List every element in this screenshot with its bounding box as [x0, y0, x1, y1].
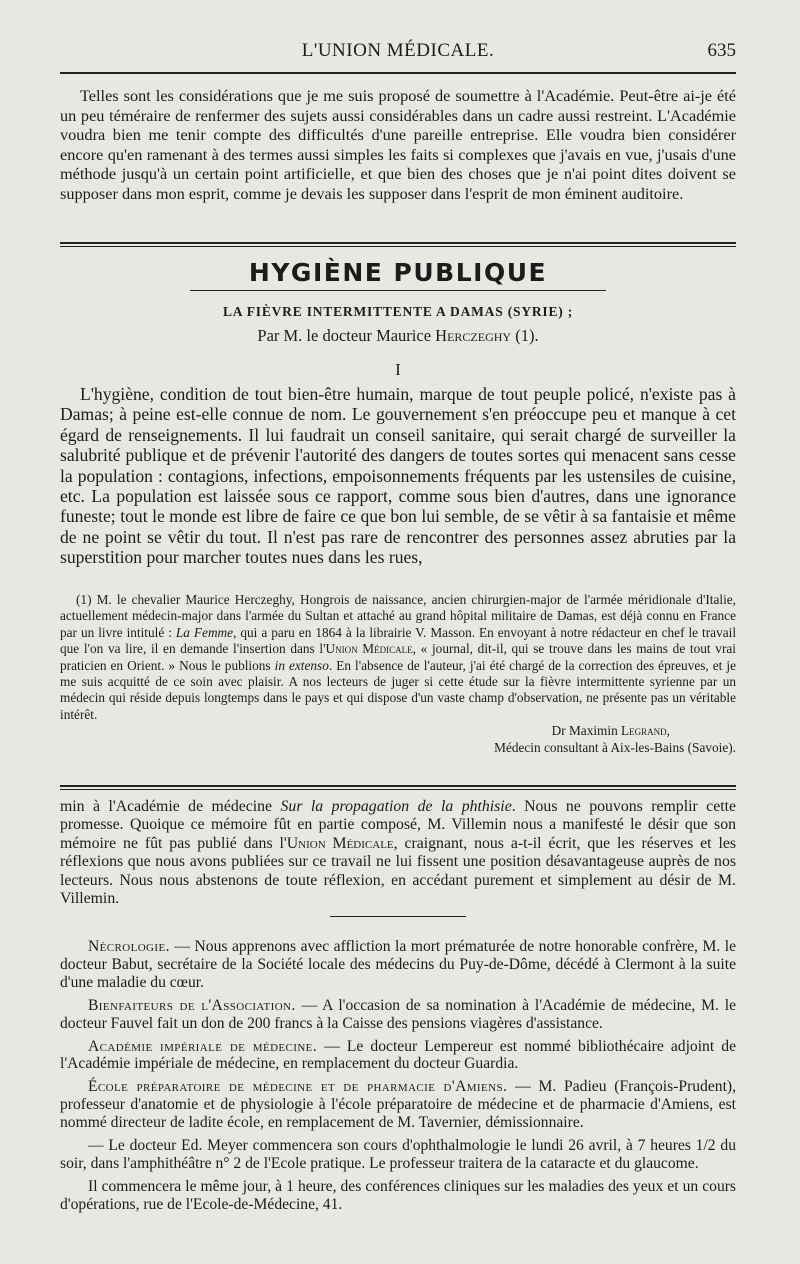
signature-name: Legrand	[621, 723, 667, 739]
footnote-text: (1) M. le chevalier Maurice Herczeghy, Hongrois de naissance, ancien chirurgien-major de l'armée méridionale d'Italie, actuellement médecin-major dans l'armée du Sultan et attaché au grand hôpital militaire de Damas, est déjà connu en France par un livre intitulé : La Femme, qui a paru en 1864 à la librairie V. Masson. En envoyant à notre rédacteur en chef le travail que l'on va lire, il en demande l'insertion dans l'Union Médicale, « journal, dit-il, qui se trouve dans les mains de tout vrai praticien en Orient. » Nous le publions in extenso. En l'absence de l'auteur, j'ai été chargé de la correction des épreuves, et je me suis acquitté de ce soin avec plaisir. A nos lecteurs de juger si cette étude sur la fièvre intermittente syrienne par un médecin qui réside depuis longtemps dans le pays et qui dispose d'un vaste champ d'observation, ne présente pas un véritable intérêt.	[60, 592, 737, 722]
article-text: L'hygiène, condition de tout bien-être humain, marque de tout peuple policé, n'existe pas à Damas; à peine est-elle connue de nom. Le gouvernement s'en préoccupe peu et manque à cet égard de renseignements. Il lui faudrait un conseil sanitaire, qui serait chargé de surveiller la salubrité publique et de prévenir l'autorité des dangers de toutes sortes qui menacent sans cesse la population : contagions, infections, empoisonnements fréquents par les ustensiles de cuisine, etc. La population est laissée sous ce rapport, comme sous bien d'autres, dans une ignorance funeste; tout le monde est libre de faire ce que bon lui semble, de se vêtir à sa fantaisie et même de ne point se vêtir du tout. Il n'est pas rare de rencontrer des personnes assez abruties par la superstition pour marcher toutes nues dans les rues,	[60, 384, 736, 568]
news-item: — Le docteur Ed. Meyer commencera son cours d'ophthalmologie le lundi 26 avril, à 7 heures 1/2 du soir, dans l'amphithéâtre n° 2 de l'Ecole pratique. Le professeur traitera de la cataracte et du glaucome.	[60, 1137, 736, 1172]
news-item: Bienfaiteurs de l'Association. — A l'occasion de sa nomination à l'Académie de médecine, M. le docteur Fauvel fait un don de 200 francs à la Caisse des pensions viagères d'assistance.	[60, 996, 736, 1032]
continuation-italic-title: Sur la propagation de la phthisie	[280, 798, 512, 815]
news-item: Il commencera le même jour, à 1 heure, des conférences cliniques sur les maladies des yeux et un cours d'opérations, rue de l'Ecole-de-Médecine, 41.	[60, 1177, 736, 1213]
running-title: L'UNION MÉDICALE.	[301, 40, 495, 61]
news-separator	[330, 916, 466, 917]
intro-text: Telles sont les considérations que je me suis proposé de soumettre à l'Académie. Peut-être ai-je été un peu téméraire de renfermer des sujets aussi considérables dans un cadre aussi restreint. L'Académie voudra bien me tenir compte des difficultés d'une pareille entreprise. Elle voudra bien considérer encore qu'en ramenant à des termes aussi simples les faits si complexes que j'avais en vue, j'usais d'une méthode jusqu'à un certain point artificielle, et que bien des choses que je n'ai point dites doivent se supposer dans mon esprit, comme je devais les supposer dans l'esprit de mon éminent auditoire.	[60, 86, 736, 203]
page-number: 635	[707, 40, 736, 61]
author-footnote-ref: (1).	[515, 326, 539, 345]
section-rule-top	[60, 242, 736, 244]
footnote-signature: Dr Maximin Legrand,	[551, 723, 670, 739]
article-body	[60, 384, 736, 568]
footnote-signature-title: Médecin consultant à Aix-les-Bains (Savoie).	[494, 739, 736, 755]
footnote	[60, 592, 736, 756]
news-lead: École préparatoire de médecine et de pharmacie d'Amiens.	[88, 1078, 508, 1096]
author-prefix: Par M. le docteur Maurice	[257, 326, 432, 345]
continuation-text: min à l'Académie de médecine Sur la propagation de la phthisie. Nous ne pouvons remplir cette promesse. Quoique ce mémoire fût en partie composé, M. Villemin nous a manifesté le désir que son mémoire ne fût pas publié dans l'Union Médicale, craignant, nous a-t-il écrit, que les réserves et les réflexions que nous avons publiées sur ce travail ne lui fissent une position désavantageuse auprès de nos lecteurs. Nous nous abstenons de toute réflexion, en accédant purement et simplement au désir de M. Villemin.	[60, 798, 736, 908]
footnote-book-title: La Femme	[175, 624, 234, 640]
news-item: Académie impériale de médecine. — Le docteur Lempereur est nommé bibliothécaire adjoint de l'Académie impériale de médecine, en remplacement du docteur Guardia.	[60, 1037, 737, 1073]
footnote-journal: Union Médicale	[325, 641, 413, 657]
footnote-extenso: in extenso	[274, 657, 329, 673]
header-rule	[60, 72, 736, 74]
intro-paragraph	[60, 86, 736, 204]
section-rule-top-thin	[60, 246, 736, 247]
section-title-rule	[190, 290, 606, 291]
article-author	[60, 326, 736, 346]
news-item: École préparatoire de médecine et de pharmacie d'Amiens. — M. Padieu (François-Prudent), professeur d'anatomie et de physiologie à l'école préparatoire de médecine et de pharmacie d'Amiens, est nommé directeur de ladite école, en remplacement de M. Tavernier, démissionnaire.	[60, 1078, 736, 1132]
article-end-rule	[60, 785, 736, 787]
article-title: LA FIÈVRE INTERMITTENTE A DAMAS (SYRIE) ;	[222, 304, 574, 319]
running-header	[60, 40, 736, 68]
continuation-paragraph	[60, 798, 736, 908]
news-lead: Bienfaiteurs de l'Association.	[88, 996, 296, 1014]
news-lead: Académie impériale de médecine.	[88, 1037, 318, 1055]
news-section	[60, 938, 736, 1219]
article-end-rule-thin	[60, 789, 736, 790]
section-title: HYGIÈNE PUBLIQUE	[248, 258, 548, 287]
news-item: Nécrologie. — Nous apprenons avec affliction la mort prématurée de notre honorable confrère, M. le docteur Babut, secrétaire de la Société locale des médecins du Puy-de-Dôme, décédé à Clermont à la suite d'une maladie du cœur.	[60, 938, 736, 991]
continuation-journal: Union Médicale	[286, 834, 394, 852]
part-number: I	[395, 360, 401, 379]
author-name: Herczeghy	[435, 326, 512, 345]
news-lead: Nécrologie.	[88, 938, 170, 955]
